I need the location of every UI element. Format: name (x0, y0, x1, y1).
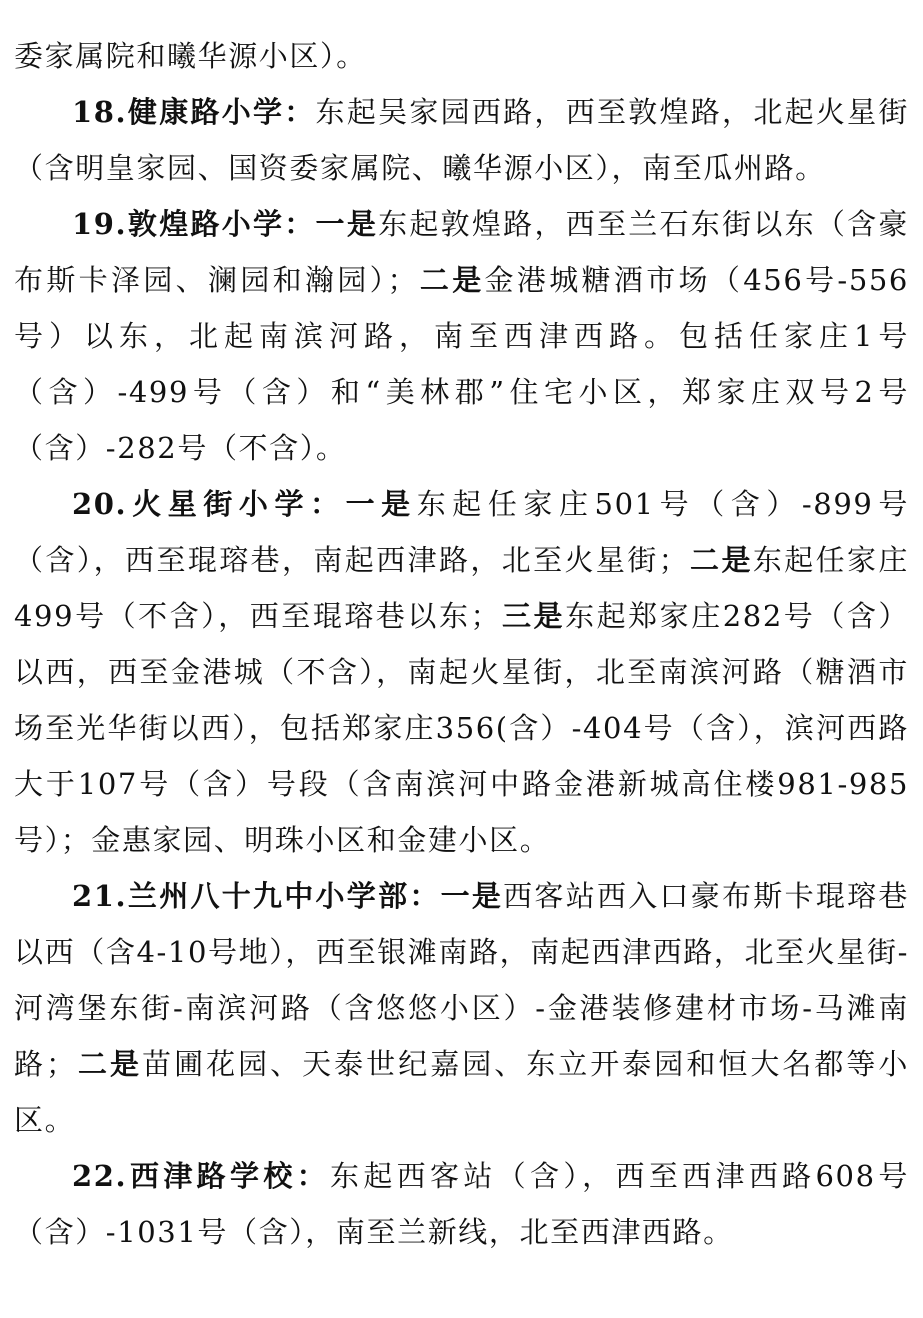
clause-marker: 一是 (440, 879, 504, 913)
clause-text: 苗圃花园、天泰世纪嘉园、东立开泰园和恒大名都等小区。 (14, 1047, 910, 1137)
clause-text: 金港城糖酒市场（456号-556号）以东，北起南滨河路，南至西津西路。包括任家庄1号（含）-499号（含）和“美林郡”住宅小区，郑家庄双号2号（含）-282号（不含）。 (14, 263, 909, 465)
clause-marker: 三是 (501, 599, 566, 633)
clause-marker: 一是 (315, 207, 379, 241)
clause-text: 东起敦煌路，西至兰石东街以东（含豪布斯卡泽园、澜园和瀚园）； (14, 207, 910, 297)
clause-text: 东起任家庄501号（含）-899号（含），西至琨瑢巷，南起西津路，北至火星街； (14, 487, 909, 577)
school-title: 20.火星街小学： (72, 487, 346, 521)
paragraph-continuation (14, 28, 909, 84)
school-title: 21.兰州八十九中小学部： (72, 879, 441, 913)
paragraph-school-22 (14, 1148, 909, 1260)
clause-marker: 一是 (345, 487, 417, 521)
paragraph-school-20 (14, 476, 909, 868)
clause-text: 东起郑家庄282号（含）以西，西至金港城（不含），南起火星街，北至南滨河路（糖酒市场至光华街以西），包括郑家庄356(含）-404号（含），滨河西路大于107号（含）号段（含南滨河中路金港新城高住楼981-985号）；金惠家园、明珠小区和金建小区。 (14, 599, 909, 857)
paragraph-body: 东起吴家园西路，西至敦煌路，北起火星街（含明皇家园、国资委家属院、曦华源小区），南至瓜州路。 (14, 95, 909, 185)
clause-marker: 二是 (689, 543, 753, 577)
paragraph-body: 东起西客站（含），西至西津西路608号（含）-1031号（含），南至兰新线，北至西津西路。 (14, 1159, 909, 1249)
paragraph-body: 委家属院和曦华源小区）。 (14, 39, 367, 73)
clause-marker: 二是 (76, 1047, 143, 1081)
paragraph-school-21 (14, 868, 909, 1148)
school-title: 22.西津路学校： (72, 1159, 330, 1193)
school-title: 18.健康路小学： (72, 95, 316, 129)
school-title: 19.敦煌路小学： (72, 207, 316, 241)
clause-text: 东起任家庄499号（不含），西至琨瑢巷以东； (14, 543, 909, 633)
paragraph-school-19 (14, 196, 909, 476)
clause-marker: 二是 (418, 263, 485, 297)
paragraph-school-18 (14, 84, 909, 196)
clause-text: 西客站西入口豪布斯卡琨瑢巷以西（含4-10号地），西至银滩南路，南起西津西路，北至火星街-河湾堡东街-南滨河路（含悠悠小区）-金港装修建材市场-马滩南路； (14, 879, 909, 1081)
